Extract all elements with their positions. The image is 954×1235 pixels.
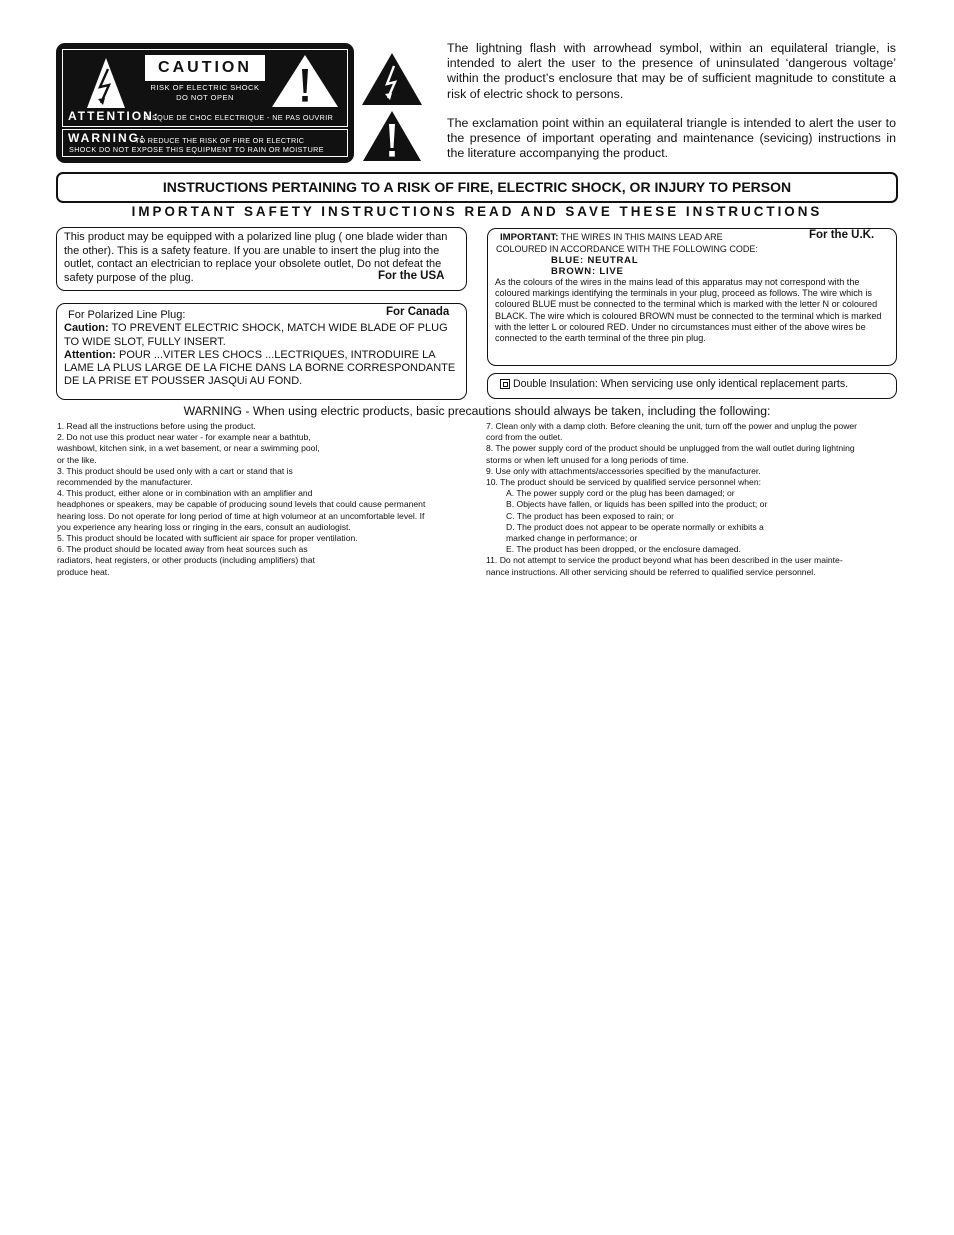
uk-brown-live: BROWN: LIVE (551, 266, 624, 277)
uk-blue-neutral: BLUE: NEUTRAL (551, 255, 639, 266)
uk-important-text: THE WIRES IN THIS MAINS LEAD ARE (560, 232, 723, 242)
attention-text: RISQUE DE CHOC ELECTRIQUE - NE PAS OUVRIR (144, 113, 334, 122)
double-insulation-icon (500, 379, 510, 389)
list-item: nance instructions. All other servicing should be referred to qualified service personnel. (486, 566, 816, 577)
double-insulation (500, 378, 848, 390)
list-item: 11. Do not attempt to service the product beyond what has been described in the user mainte- (486, 555, 843, 566)
warning-line: WARNING - When using electric products, basic precautions should always be taken, including the following: (183, 404, 771, 418)
list-item: radiators, heat registers, or other products (including amplifiers) that (57, 555, 315, 566)
list-item: 6. The product should be located away from heat sources such as (57, 544, 308, 555)
lightning-description: The lightning flash with arrowhead symbol, within an equilateral triangle, is intended to alert the user to the presence of uninsulated ‘dangerous voltage’ within the product’s enclosure that may be of sufficient magnitude to constitute a risk of electric shock to persons. (447, 41, 896, 101)
instructions-list-left (57, 421, 467, 578)
caution-label (56, 43, 354, 163)
double-insulation-text: Double Insulation: When servicing use only identical replacement parts. (513, 378, 849, 390)
list-item: C. The product has been exposed to rain; or (506, 510, 675, 521)
caution-word: CAUTION (145, 55, 265, 81)
exclamation-triangle-icon (362, 110, 422, 162)
canada-attention-label: Attention: (64, 348, 116, 361)
list-item: D. The product does not appear to be operate normally or exhibits a (506, 521, 764, 532)
list-item: 10. The product should be serviced by qualified service personnel when: (486, 477, 762, 488)
list-item: 7. Clean only with a damp cloth. Before cleaning the unit, turn off the power and unplug the power (486, 421, 858, 431)
usa-tag: For the USA (378, 270, 445, 282)
canada-caution-text: TO PREVENT ELECTRIC SHOCK, MATCH WIDE BLADE OF PLUG TO WIDE SLOT, FULLY INSERT. (64, 322, 448, 348)
label-exclamation-icon (270, 53, 340, 109)
instructions-list-right (486, 421, 898, 578)
list-item: headphones or speakers, may be capable of producing sound levels that could cause permanent (57, 499, 426, 510)
list-item: washbowl, kitchen sink, in a wet basement, or near a swimming pool, (57, 443, 320, 454)
list-item: or the like. (57, 454, 97, 465)
uk-code-line: COLOURED IN ACCORDANCE WITH THE FOLLOWING CODE: (496, 244, 758, 254)
usa-text: This product may be equipped with a polarized line plug ( one blade wider than the other). This is a safety feature. If you are unable to insert the plug into the outlet, contact an electrician to replace your obsolete outlet, Do not defeat the safety purpose of the plug. (64, 231, 448, 284)
uk-tag: For the U.K. (809, 229, 875, 241)
canada-caution-label: Caution: (64, 322, 109, 335)
lightning-triangle-icon (361, 52, 423, 106)
list-item: recommended by the manufacturer. (57, 477, 193, 488)
list-item: hearing loss. Do not operate for long period of time at high volumeor at an uncomfortable level. If (57, 510, 425, 521)
canada-attention-text: POUR ...VITER LES CHOCS ...LECTRIQUES, INTRODUIRE LA LAME LA PLUS LARGE DE LA FICHE DANS LA BORNE CORRESPONDANTE DE LA PRISE ET POUSSER JASQUi AU FOND. (64, 348, 456, 388)
important-safety-heading: IMPORTANT SAFETY INSTRUCTIONS READ AND SAVE THESE INSTRUCTIONS (131, 204, 823, 219)
list-item: B. Objects have fallen, or liquids has been spilled into the product; or (506, 499, 768, 510)
warning-text-1: TO REDUCE THE RISK OF FIRE OR ELECTRIC (135, 136, 305, 145)
list-item: storms or when left unused for a long periods of time. (486, 454, 689, 465)
list-item: E. The product has been dropped, or the enclosure damaged. (506, 544, 741, 555)
uk-important (500, 232, 723, 243)
label-lightning-icon (86, 57, 126, 109)
shock-line-2: DO NOT OPEN (176, 93, 234, 102)
list-item: 4. This product, either alone or in combination with an amplifier and (57, 488, 313, 499)
list-item: 9. Use only with attachments/accessories specified by the manufacturer. (486, 465, 761, 476)
canada-intro: For Polarized Line Plug: (68, 309, 186, 321)
attention-word: ATTENTION: (68, 109, 160, 123)
canada-text (64, 309, 464, 389)
list-item: 5. This product should be located with sufficient air space for proper ventilation. (57, 533, 358, 544)
exclamation-description: The exclamation point within an equilateral triangle is intended to alert the user to the presence of important operating and maintenance (sevicing) instructions in the literature accompanying the product. (447, 116, 896, 161)
shock-line-1: RISK OF ELECTRIC SHOCK (150, 83, 260, 92)
caution-shock-text (145, 83, 265, 103)
uk-body: As the colours of the wires in the mains lead of this apparatus may not correspond with the coloured markings identifying the terminals in your plug, proceed as follows. The wire which is coloured BLUE must be connected to the terminal which is marked with the letter N or coloured BLACK. The wire which is coloured BROWN must be connected to the terminal which is marked with the letter L or coloured RED. Under no circumstances must either of the above wires be connected to the earth terminal of the three pin plug. (495, 277, 882, 344)
list-item: 2. Do not use this product near water - for example near a bathtub, (57, 432, 311, 443)
list-item: A. The power supply cord or the plug has been damaged; or (506, 488, 735, 499)
canada-attention (64, 349, 464, 389)
uk-important-label: IMPORTANT: (500, 232, 559, 243)
list-item: 3. This product should be used only with a cart or stand that is (57, 465, 293, 476)
list-item: 8. The power supply cord of the product should be unplugged from the wall outlet during lightning (486, 443, 855, 454)
list-item: you experience any hearing loss or ringing in the ears, consult an audiologist. (57, 521, 351, 532)
fire-shock-banner: INSTRUCTIONS PERTAINING TO A RISK OF FIRE, ELECTRIC SHOCK, OR INJURY TO PERSON (56, 172, 898, 203)
list-item: marked change in performance; or (506, 533, 638, 544)
list-item: cord from the outlet. (486, 432, 563, 443)
list-item: 1. Read all the instructions before using the product. (57, 421, 256, 431)
canada-caution (64, 322, 464, 349)
warning-text-2: SHOCK DO NOT EXPOSE THIS EQUIPMENT TO RAIN OR MOISTURE (69, 145, 324, 154)
warning-word: WARNING: (68, 131, 146, 145)
canada-tag: For Canada (386, 306, 450, 318)
list-item: produce heat. (57, 566, 110, 577)
